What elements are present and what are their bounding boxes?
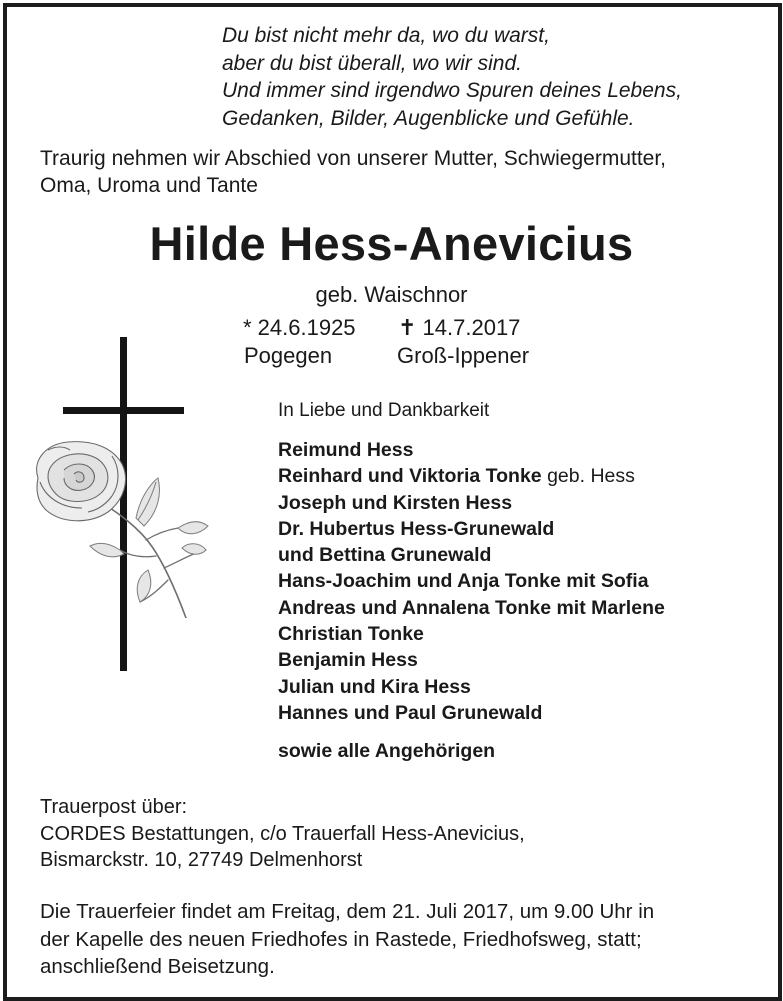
birth-name: geb. Waischnor	[315, 282, 468, 307]
intro-line: Traurig nehmen wir Abschied von unserer Mutter, Schwiegermutter,	[40, 147, 667, 170]
mourner-name: Andreas und Annalena Tonke mit Marlene	[278, 596, 665, 619]
mourner-name: Julian und Kira Hess	[278, 675, 471, 698]
mourner-item	[278, 621, 665, 647]
mourner-name: und Bettina Grunewald	[278, 544, 492, 567]
ceremony-line: der Kapelle des neuen Friedhofes in Rastede, Friedhofsweg, statt;	[40, 927, 642, 951]
death-date: ✝ 14.7.2017	[398, 315, 521, 340]
ceremony-line: anschließend Beisetzung.	[40, 955, 275, 978]
mourner-name: Hannes und Paul Grunewald	[278, 701, 543, 724]
mourner-item	[278, 568, 665, 594]
condolence-line: CORDES Bestattungen, c/o Trauerfall Hess-Anevicius,	[40, 822, 525, 845]
mourners-closing: sowie alle Angehörigen	[278, 740, 496, 763]
mourner-name: Benjamin Hess	[278, 649, 418, 672]
mourner-name: Reimund Hess	[278, 439, 414, 461]
birth-place: Pogegen	[244, 343, 333, 368]
condolence-line: Trauerpost über:	[40, 796, 188, 818]
mourner-name: Hans-Joachim und Anja Tonke mit Sofia	[278, 570, 649, 593]
mourner-item	[278, 516, 665, 542]
mourner-item	[278, 700, 665, 726]
mourners-intro: In Liebe und Dankbarkeit	[278, 400, 490, 421]
mourners-block	[278, 398, 665, 764]
mourner-item	[278, 647, 665, 673]
mourner-item	[278, 490, 665, 516]
poem	[222, 22, 682, 132]
poem-line: Und immer sind irgendwo Spuren deines Lebens,	[222, 79, 682, 102]
mourner-name: Reinhard und Viktoria Tonke	[278, 465, 542, 488]
mourner-item	[278, 437, 665, 463]
mourner-name: Joseph und Kirsten Hess	[278, 491, 513, 514]
poem-line: aber du bist überall, wo wir sind.	[222, 51, 522, 75]
death-place: Groß-Ippener	[397, 343, 530, 368]
ceremony-notice	[40, 898, 742, 981]
mourner-note: geb. Hess	[541, 465, 635, 488]
poem-line: Du bist nicht mehr da, wo du warst,	[222, 24, 550, 47]
condolence-address	[40, 794, 525, 874]
intro-text	[40, 145, 666, 199]
mourner-name: Christian Tonke	[278, 623, 424, 646]
mourner-item	[278, 463, 665, 489]
ceremony-line: Die Trauerfeier findet am Freitag, dem 21. Juli 2017, um 9.00 Uhr in	[40, 900, 655, 923]
intro-line: Oma, Uroma und Tante	[40, 174, 258, 197]
deceased-name: Hilde Hess-Anevicius	[149, 217, 634, 270]
mourner-name: Dr. Hubertus Hess-Grunewald	[278, 517, 555, 540]
birth-date: * 24.6.1925	[243, 315, 356, 340]
poem-line: Gedanken, Bilder, Augenblicke und Gefühle.	[222, 106, 635, 130]
mourner-item	[278, 542, 665, 568]
mourner-item	[278, 674, 665, 700]
cross-horizontal-bar	[63, 407, 184, 414]
mourner-item	[278, 595, 665, 621]
rose-icon	[28, 438, 213, 618]
condolence-line: Bismarckstr. 10, 27749 Delmenhorst	[40, 849, 363, 871]
